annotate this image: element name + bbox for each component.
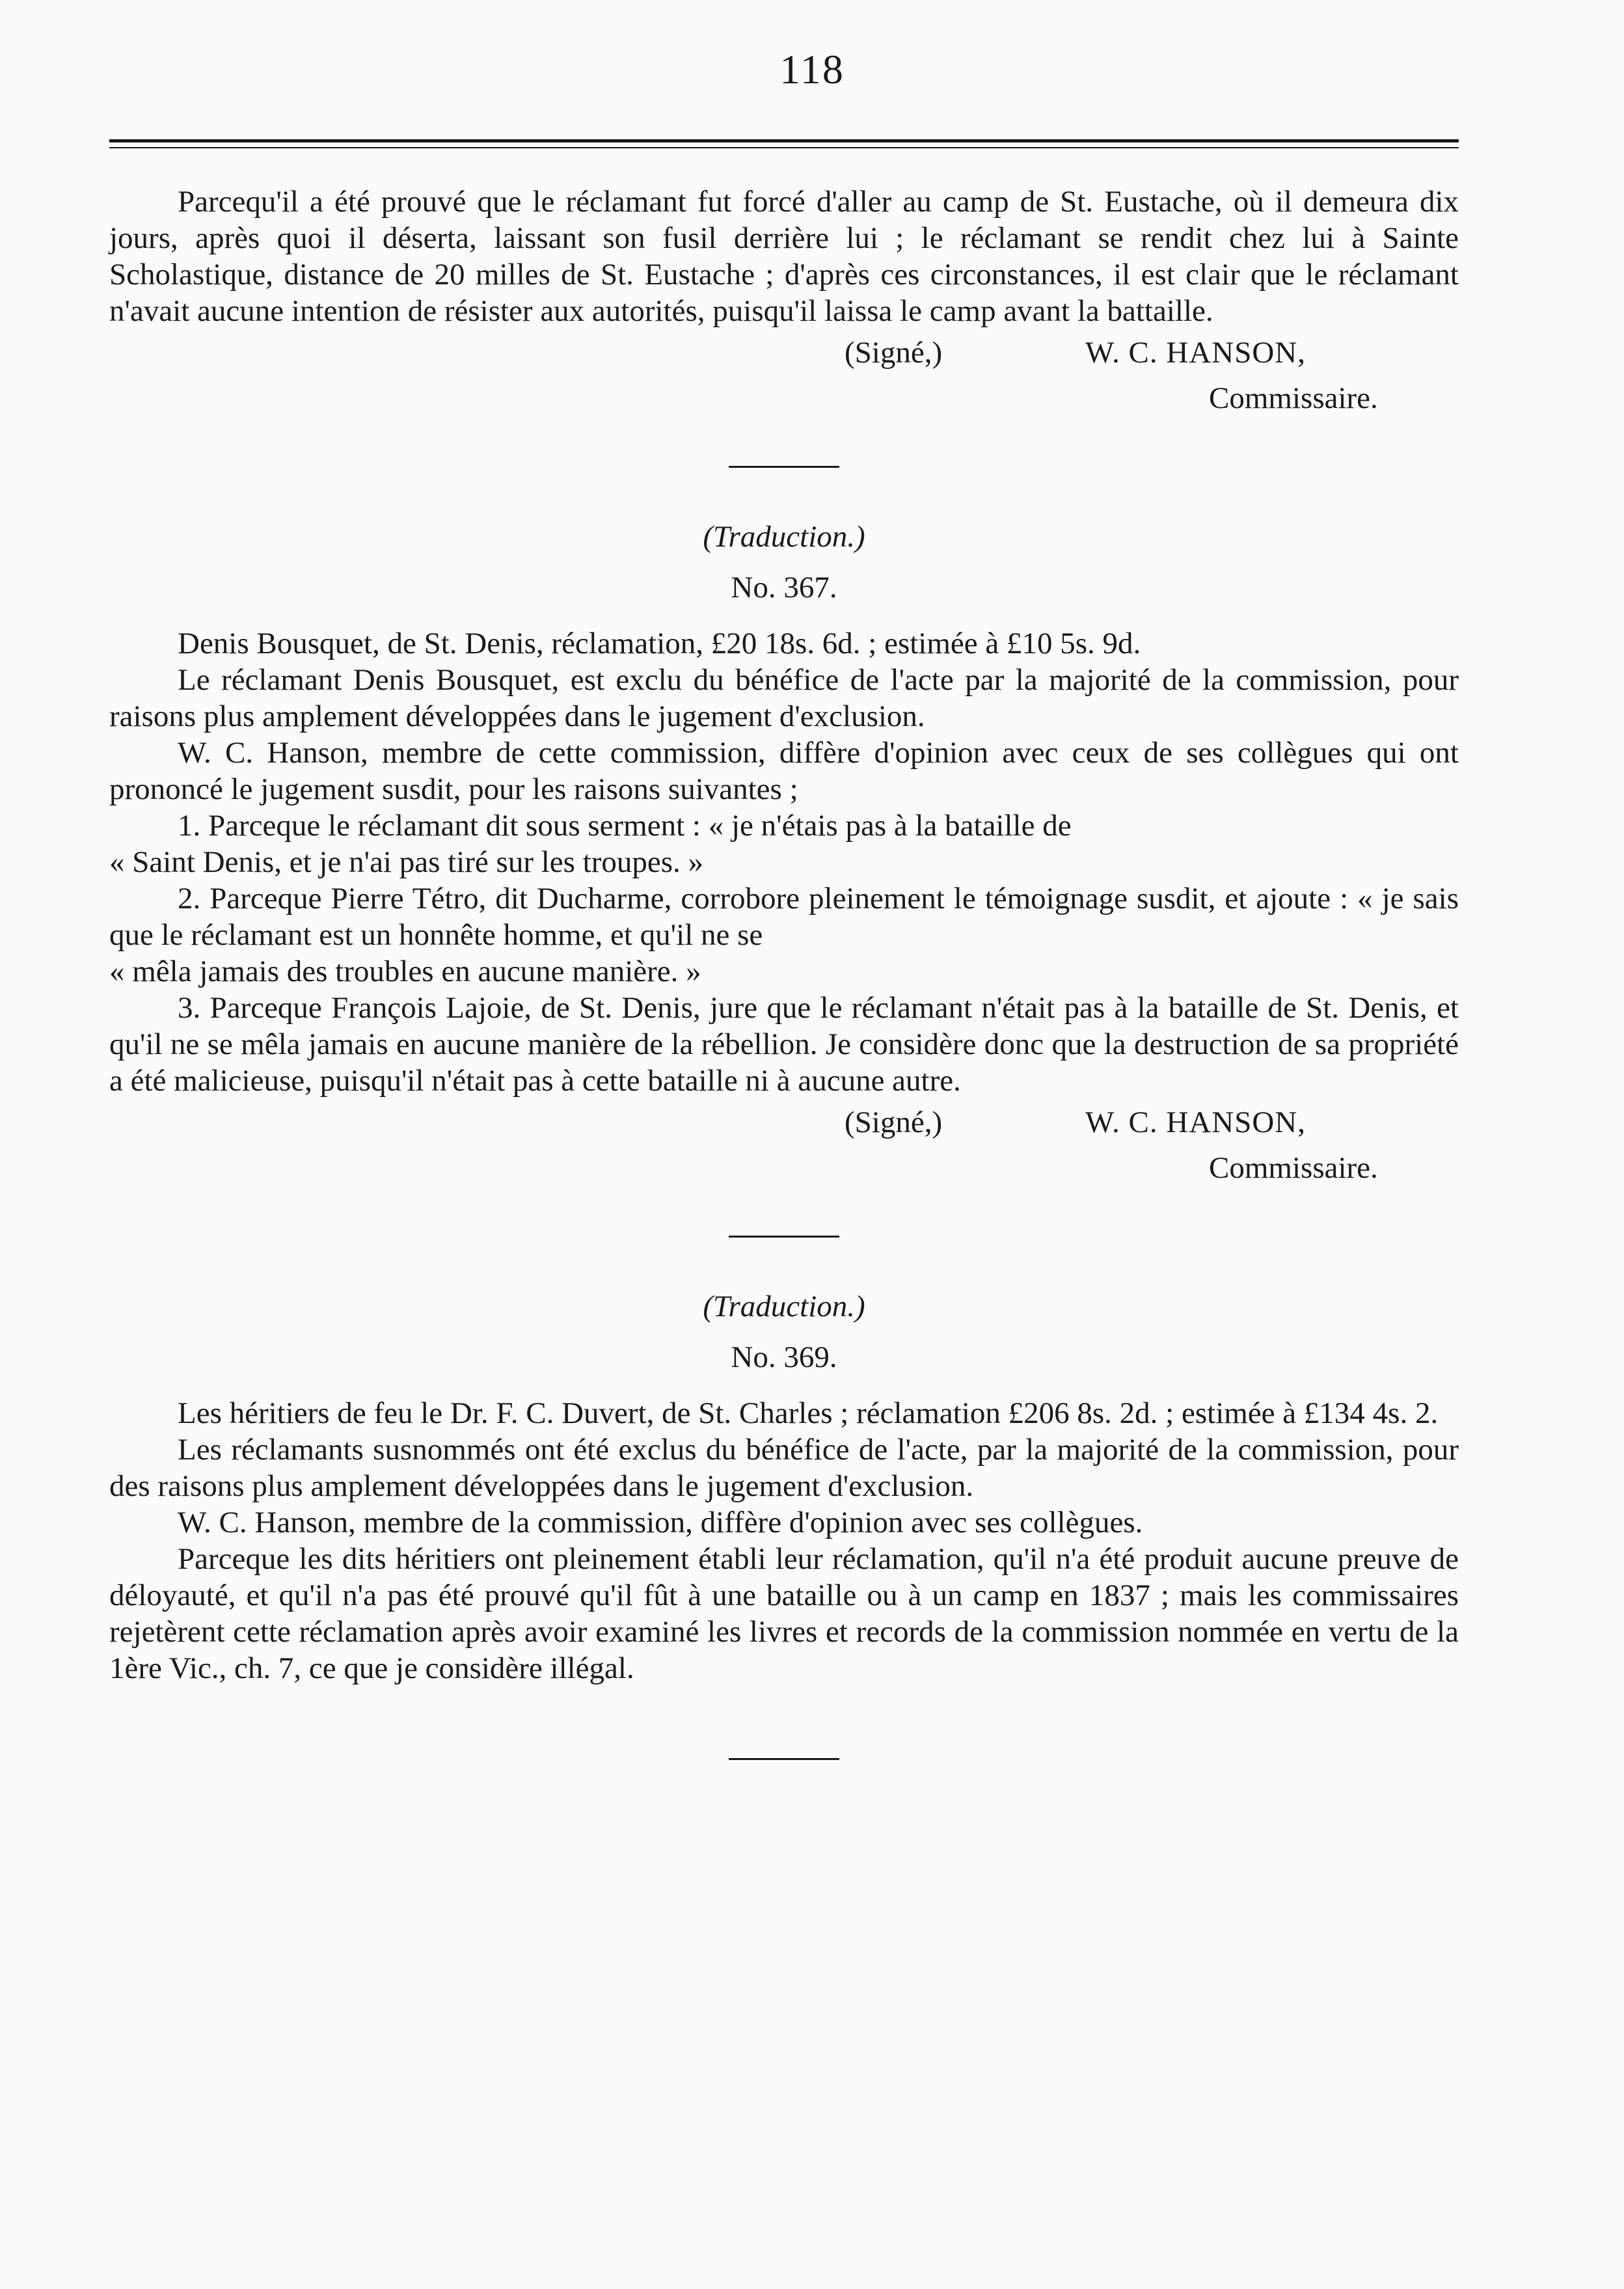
signature-name: W. C. HANSON, <box>1085 336 1306 370</box>
section-number: No. 367. <box>731 571 837 604</box>
section-traduction-label: (Traduction.) <box>703 1290 865 1323</box>
signature-block <box>109 1104 1459 1195</box>
section-traduction-label: (Traduction.) <box>703 520 865 554</box>
dissent-paragraph: W. C. Hanson, membre de cette commission, diffère d'opinion avec ceux de ses collègues qui ont prononcé le jugement susdit, pour les raisons suivantes ; <box>109 736 1459 806</box>
page-number: 118 <box>779 46 845 92</box>
intro-paragraph: Parcequ'il a été prouvé que le réclamant fut forcé d'aller au camp de St. Eustache, où il demeura dix jours, après quoi il déserta, laissant son fusil derrière lui ; le réclamant se rendit chez lui à Sainte Scholastique, distance de 20 milles de St. Eustache ; d'après ces circonstances, il est clair que le réclamant n'avait aucune intention de résister aux autorités, puisqu'il laissa le camp avant la battaille. <box>109 185 1459 328</box>
exclusion-paragraph: Les réclamants susnommés ont été exclus du bénéfice de l'acte, par la majorité de la commission, pour des raisons plus amplement développées dans le jugement d'exclusion. <box>109 1433 1459 1503</box>
signature-signe: (Signé,) <box>845 336 943 370</box>
section-number: No. 369. <box>731 1340 837 1374</box>
signature-signe: (Signé,) <box>845 1105 943 1139</box>
exclusion-paragraph: Le réclamant Denis Bousquet, est exclu du bénéfice de l'acte par la majorité de la commission, pour raisons plus amplement développées dans le jugement d'exclusion. <box>109 663 1459 733</box>
claim-line: Les héritiers de feu le Dr. F. C. Duvert, de St. Charles ; réclamation £206 8s. 2d. ; estimée à £134 4s. 2. <box>178 1396 1439 1430</box>
section-separator <box>729 1758 839 1760</box>
dissent-paragraph: W. C. Hanson, membre de la commission, diffère d'opinion avec ses collègues. <box>178 1506 1143 1539</box>
reason-1-line: 1. Parceque le réclamant dit sous serment : « je n'étais pas à la bataille de <box>178 809 1072 843</box>
signature-name: W. C. HANSON, <box>1085 1105 1306 1139</box>
reason-2-line: 2. Parceque Pierre Tétro, dit Ducharme, corrobore pleinement le témoignage susdit, et ajoute : « je sais que le réclamant est un honnête homme, et qu'il ne se <box>109 882 1459 952</box>
header-rule-thin <box>109 147 1459 148</box>
page-content <box>109 183 1459 1760</box>
signature-block <box>109 334 1459 426</box>
signature-role: Commissaire. <box>1209 381 1378 415</box>
signature-role: Commissaire. <box>1209 1151 1378 1185</box>
reason-2-quote: « mêla jamais des troubles en aucune manière. » <box>109 955 701 988</box>
section-separator <box>729 466 839 468</box>
section-separator <box>729 1236 839 1238</box>
reason-paragraph: Parceque les dits héritiers ont pleinement établi leur réclamation, qu'il n'a été produit aucune preuve de déloyauté, et qu'il n'a pas été prouvé qu'il fût à une bataille ou à un camp en 1837 ; mais les commissaires rejetèrent cette réclamation après avoir examiné les livres et records de la commission nommée en vertu de la 1ère Vic., ch. 7, ce que je considère illégal. <box>109 1542 1459 1685</box>
reason-3-paragraph: 3. Parceque François Lajoie, de St. Denis, jure que le réclamant n'était pas à la bataille de St. Denis, et qu'il ne se mêla jamais en aucune manière de la rébellion. Je considère donc que la destruction de sa propriété a été malicieuse, puisqu'il n'était pas à cette bataille ni à aucune autre. <box>109 991 1459 1098</box>
header-rule <box>109 139 1459 142</box>
claim-line: Denis Bousquet, de St. Denis, réclamation, £20 18s. 6d. ; estimée à £10 5s. 9d. <box>178 627 1141 660</box>
reason-1-quote: « Saint Denis, et je n'ai pas tiré sur les troupes. » <box>109 845 704 879</box>
